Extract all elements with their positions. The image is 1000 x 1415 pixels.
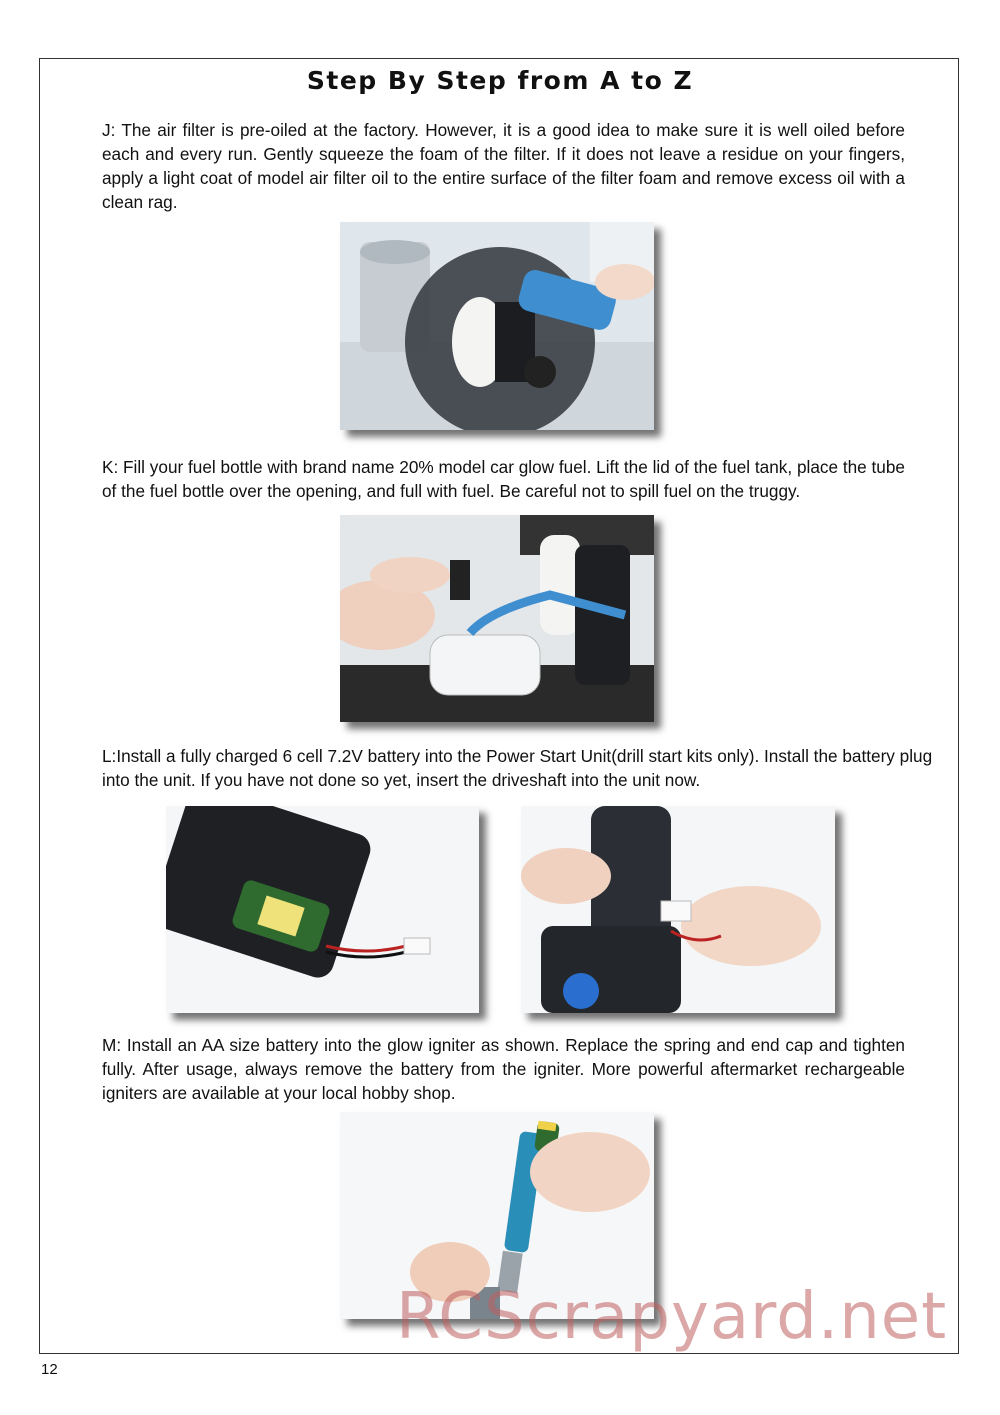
- step-m-text: M: Install an AA size battery into the glow igniter as shown. Replace the spring and end cap and tighten fully. After usage, always remove the battery from the igniter. More powerful aftermarket rechargeable igniters are available at your local hobby shop.: [102, 1035, 905, 1103]
- page-title: Step By Step from A to Z: [306, 66, 694, 95]
- watermark-text: RCScrapyard.net: [396, 1280, 948, 1354]
- page-number: 12: [41, 1361, 58, 1378]
- battery-plug-connection-photo: [521, 806, 835, 1013]
- air-filter-oiling-photo: [340, 222, 654, 430]
- step-j-text: J: The air filter is pre-oiled at the factory. However, it is a good idea to make sure it is well oiled before each and every run. Gently squeeze the foam of the filter. If it does not leave a residue on your fingers, apply a light coat of model air filter oil to the entire surface of the filter foam and remove excess oil with a clean rag.: [102, 120, 905, 212]
- fuel-filling-photo: [340, 515, 654, 722]
- step-l-text: L:Install a fully charged 6 cell 7.2V battery into the Power Start Unit(drill start kits only). Install the battery plug into the unit. If you have not done so yet, insert the driveshaft into the unit now.: [102, 746, 933, 790]
- battery-in-starter-photo: [166, 806, 479, 1013]
- step-k-text: K: Fill your fuel bottle with brand name 20% model car glow fuel. Lift the lid of the fuel tank, place the tube of the fuel bottle over the opening, and full with fuel. Be careful not to spill fuel on the truggy.: [102, 457, 905, 501]
